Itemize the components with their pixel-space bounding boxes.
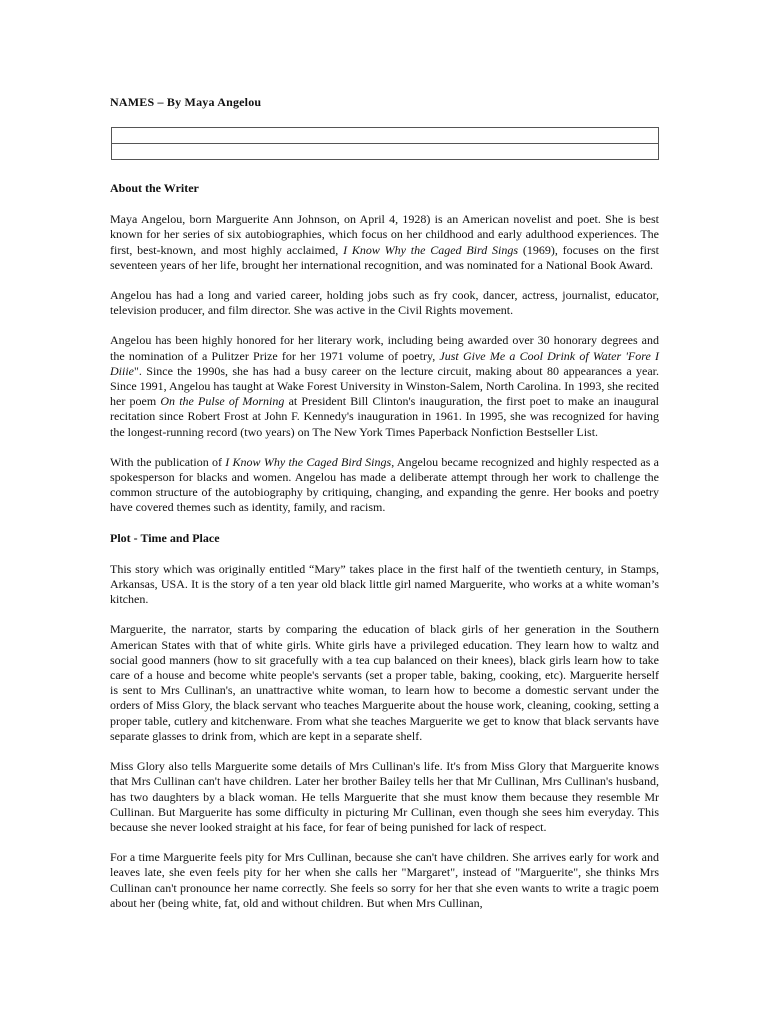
document-body bbox=[110, 181, 659, 911]
table-cell bbox=[112, 128, 659, 144]
section-heading-plot: Plot - Time and Place bbox=[110, 530, 220, 545]
document-title: NAMES – By Maya Angelou bbox=[110, 95, 262, 109]
paragraph: This story which was originally entitled “Mary” takes place in the first half of the twentieth century, in Stamps, Arkansas, USA. It is the story of a ten year old black little girl named Marguerite, who works at a white woman’s kitchen. bbox=[110, 561, 659, 607]
paragraph: Angelou has been highly honored for her literary work, including being awarded over 30 honorary degrees and the nomination of a Pulitzer Prize for her 1971 volume of poetry, Just Give Me a Cool Drink of Water 'Fore I Diiie". Since the 1990s, she has had a busy career on the lecture circuit, making about 80 appearances a year. Since 1991, Angelou has taught at Wake Forest University in Winston-Salem, North Carolina. In 1993, she recited her poem On the Pulse of Morning at President Bill Clinton's inauguration, the first poet to make an inaugural recitation since Robert Frost at John F. Kennedy's inauguration in 1961. In 1995, she was recognized for having the longest-running record (two years) on The New York Times Paperback Nonfiction Bestseller List. bbox=[110, 333, 659, 439]
empty-table bbox=[111, 127, 659, 160]
paragraph: For a time Marguerite feels pity for Mrs Cullinan, because she can't have children. She arrives early for work and leaves late, she even feels pity for her when she calls her "Margaret", instead of "Marguerite", she thinks Mrs Cullinan can't pronounce her name correctly. She feels so sorry for her that she even wants to write a tragic poem about her (being white, fat, old and without children. But when Mrs Cullinan, bbox=[110, 850, 659, 910]
paragraph: Marguerite, the narrator, starts by comparing the education of black girls of her generation in the Southern American States with that of white girls. White girls have a privileged education. They learn how to waltz and social good manners (how to sit gracefully with a tea cup balanced on their knees), black girls learn how to take care of a house and become white people's servants (set a proper table, baking, cooking, etc). Marguerite herself is sent to Mrs Cullinan's, an unattractive white woman, to learn how to become a domestic servant under the orders of Miss Glory, the black servant who teaches Marguerite about the house work, cleaning, cooking, setting a proper table, cutlery and kitchenware. From what she teaches Marguerite we get to know that black servants have separate glasses to drink from, which are kept in a separate shelf. bbox=[110, 622, 659, 743]
paragraph: With the publication of I Know Why the Caged Bird Sings, Angelou became recognized and highly respected as a spokesperson for blacks and women. Angelou has made a deliberate attempt through her work to challenge the common structure of the autobiography by critiquing, changing, and expanding the genre. Her books and poetry have covered themes such as identity, family, and racism. bbox=[110, 454, 659, 515]
paragraph: Angelou has had a long and varied career, holding jobs such as fry cook, dancer, actress, journalist, educator, television producer, and film director. She was active in the Civil Rights movement. bbox=[110, 288, 659, 318]
paragraph: Miss Glory also tells Marguerite some details of Mrs Cullinan's life. It's from Miss Glory that Marguerite knows that Mrs Cullinan can't have children. Later her brother Bailey tells her that Mr Cullinan, Mrs Cullinan's husband, has two daughters by a black woman. He tells Marguerite that she must know them because they resemble Mr Cullinan. But Marguerite has some difficulty in picturing Mr Cullinan, even though she sees him everyday. This because she never looked straight at his face, for fear of being punished for lack of respect. bbox=[110, 759, 659, 834]
section-heading-about: About the Writer bbox=[110, 181, 199, 195]
table-cell bbox=[112, 144, 659, 160]
paragraph: Maya Angelou, born Marguerite Ann Johnson, on April 4, 1928) is an American novelist and poet. She is best known for her series of six autobiographies, which focus on her childhood and early adulthood experiences. The first, best-known, and most highly acclaimed, I Know Why the Caged Bird Sings (1969), focuses on the first seventeen years of her life, brought her international recognition, and was nominated for a National Book Award. bbox=[110, 212, 659, 272]
